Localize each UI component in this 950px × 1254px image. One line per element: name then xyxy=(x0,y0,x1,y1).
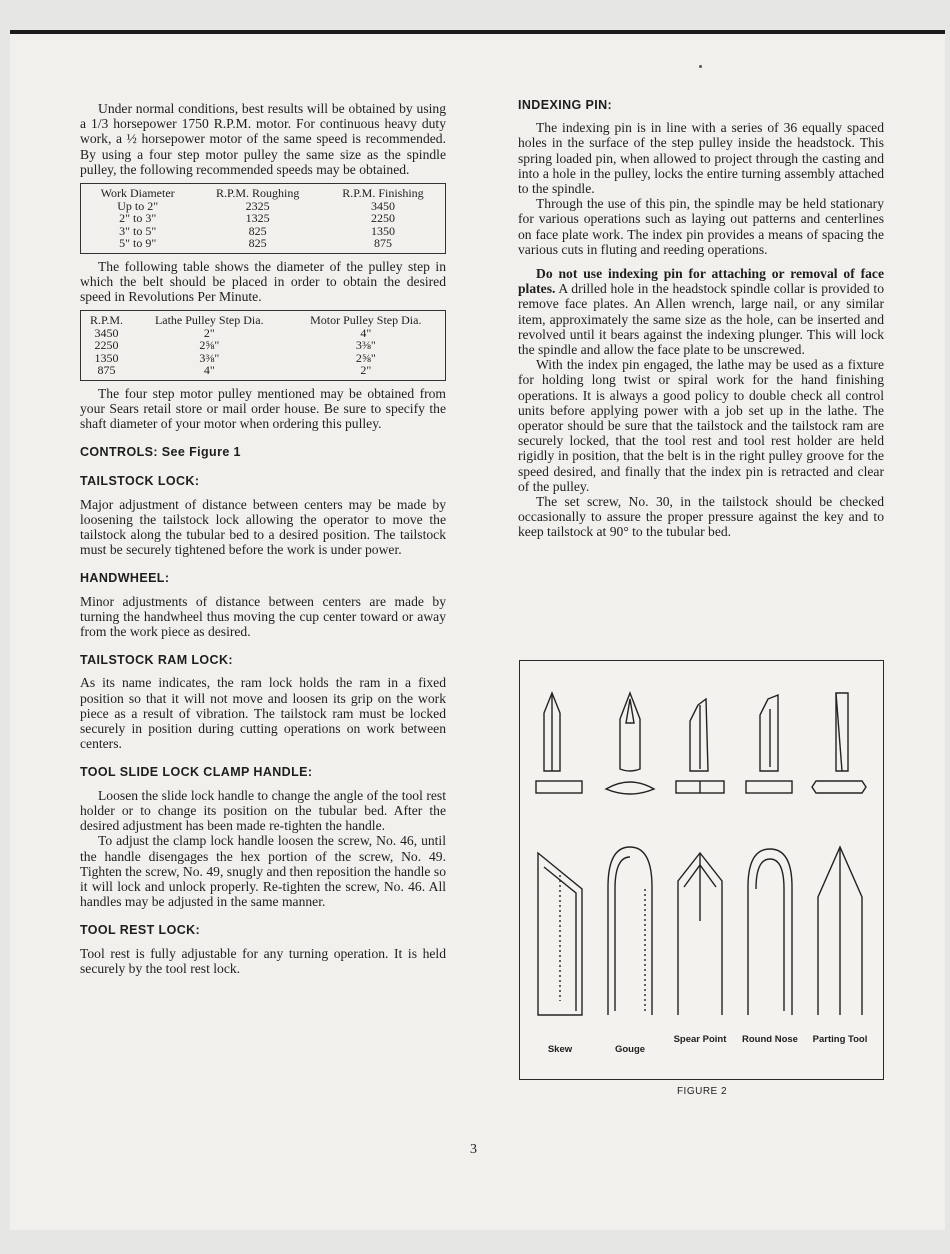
tool-slide-heading: TOOL SLIDE LOCK CLAMP HANDLE: xyxy=(80,765,313,780)
indexing-paragraph-5: The set screw, No. 30, in the tailstock should be checked occasionally to assure the proper pressure against the key and to keep tailstock at 90° to the tubular bed. xyxy=(518,494,884,540)
round-nose-blade-icon xyxy=(748,849,792,1015)
table-row xyxy=(81,212,446,225)
table-cell: 4" xyxy=(203,363,215,378)
tool-rest-lock-heading: TOOL REST LOCK: xyxy=(80,923,201,938)
table-cell: 875 xyxy=(97,363,116,378)
parting-tool-tip-icon xyxy=(836,693,848,771)
gouge-tip-icon xyxy=(620,693,640,771)
tool-slide-text: Loosen the slide lock handle to change the angle of the tool rest holder or to change its position on the tubular bed. After the desired adjustment has been made re-tighten the handle. xyxy=(80,787,446,834)
table-row xyxy=(81,364,446,380)
skew-section-icon xyxy=(536,781,582,793)
round-nose-section-icon xyxy=(746,781,792,793)
speck xyxy=(699,65,702,68)
figure-caption: FIGURE 2 xyxy=(676,1086,728,1097)
table-cell: Up to 2" xyxy=(117,198,159,213)
tailstock-lock-heading: TAILSTOCK LOCK: xyxy=(80,474,200,489)
table-row xyxy=(81,352,446,365)
table-cell: 825 xyxy=(248,223,267,238)
ram-lock-heading: TAILSTOCK RAM LOCK: xyxy=(80,653,233,668)
spear-point-section-icon xyxy=(676,781,724,793)
pulley-header: R.P.M. xyxy=(89,313,123,328)
table-cell: 3450 xyxy=(370,198,395,213)
paragraph-text: A drilled hole in the headstock spindle collar is provided to remove face plates. An Allen wrench, large nail, or any similar item, approximately the same size as the hole, can be inserted and revolved until it bears against the indexing plunger. This will lock the spindle and allow the face plate to be unscrewed. xyxy=(518,281,884,358)
table-cell: 2325 xyxy=(245,198,270,213)
tool-illustrations xyxy=(520,661,883,1079)
speed-table xyxy=(80,183,446,254)
table-cell: 3" to 5" xyxy=(119,223,157,238)
table-cell: 1350 xyxy=(370,223,395,238)
speed-header: Work Diameter xyxy=(100,186,175,201)
right-column xyxy=(518,98,884,540)
spear-point-label: Spear Point xyxy=(673,1034,727,1045)
skew-blade-icon xyxy=(538,853,582,1015)
table-cell: 1325 xyxy=(245,211,270,226)
table-row xyxy=(81,237,446,253)
top-border xyxy=(10,30,945,34)
speed-header: R.P.M. Finishing xyxy=(342,186,424,201)
tool-rest-lock-text: Tool rest is fully adjustable for any turning operation. It is held securely by the tool rest lock. xyxy=(80,945,446,976)
indexing-paragraph-4: With the index pin engaged, the lathe may be used as a fixture for holding long twist or spiral work for the hand finishing operations. It is always a good policy to double check all control units before applying power with a job set up in the lathe. The operator should be sure that the tailstock and the tailstock ram are securely locked, that the tool rest and tool rest holder are held rigidly in position, that the belt is in the right pulley groove for the speed desired, and finally that the index pin is retracted and clear of the pulley. xyxy=(518,357,884,494)
tool-slide-text-2: To adjust the clamp lock handle loosen the screw, No. 46, until the handle disengages the hex portion of the screw, No. 49. Tighten the screw, No. 49, snugly and then reposition the handle so it will lock and unlock properly. Re-tighten the screw, No. 46. All handles may be adjusted in the same manner. xyxy=(80,833,446,910)
skew-label: Skew xyxy=(547,1044,573,1055)
pulley-header: Motor Pulley Step Dia. xyxy=(310,313,422,328)
parting-section-icon xyxy=(812,781,866,793)
handwheel-text: Minor adjustments of distance between centers are made by turning the handwheel thus moving the cup center toward or away from the work piece as desired. xyxy=(80,593,446,640)
table-cell: 3⅜" xyxy=(355,338,376,353)
indexing-paragraph-3 xyxy=(518,266,884,357)
pulley-header: Lathe Pulley Step Dia. xyxy=(154,313,264,328)
table-cell: 4" xyxy=(360,325,372,340)
controls-heading: CONTROLS: See Figure 1 xyxy=(80,445,241,460)
tools-figure xyxy=(519,660,884,1080)
gouge-section-icon xyxy=(606,782,654,794)
handwheel-heading: HANDWHEEL: xyxy=(80,571,170,586)
table-row xyxy=(81,327,446,340)
left-column xyxy=(80,101,446,976)
skew-tip-icon xyxy=(544,693,560,771)
table-cell: 2⅝" xyxy=(355,350,376,365)
table-cell: 1350 xyxy=(94,350,119,365)
table-cell: 2250 xyxy=(94,338,119,353)
gouge-blade-icon xyxy=(608,847,652,1015)
table-cell: 2" xyxy=(203,325,215,340)
spear-point-blade-icon xyxy=(678,853,722,1015)
parting-tool-blade-icon xyxy=(818,847,862,1015)
following-paragraph: The following table shows the diameter of the pulley step in which the belt should be placed in order to obtain the desired speed in Revolutions Per Minute. xyxy=(80,258,446,304)
parting-tool-label: Parting Tool xyxy=(812,1034,868,1045)
four-step-paragraph: The four step motor pulley mentioned may be obtained from your Sears retail store or mail order house. Be sure to specify the shaft diameter of your motor when ordering this pulley. xyxy=(80,385,446,432)
ram-lock-text: As its name indicates, the ram lock holds the ram in a fixed position so that it will not move and loosen its grip on the work piece as a result of vibration. The tailstock ram must be locked securely in position during cutting operations on work between centers. xyxy=(80,675,446,752)
table-cell: 2" xyxy=(360,363,372,378)
table-cell: 2" to 3" xyxy=(119,211,157,226)
indexing-paragraph-1: The indexing pin is in line with a series of 36 equally spaced holes in the surface of the step pulley inside the headstock. This spring loaded pin, when allowed to project through the casting and into a hole in the pulley, locks the entire turning assembly attached to the spindle. xyxy=(518,120,884,197)
round-nose-tip-icon xyxy=(760,695,778,771)
indexing-paragraph-2: Through the use of this pin, the spindle may be held stationary for various operations such as laying out patterns and centerlines on face plate work. The index pin provides a means of spacing the various cuts in fluting and reeding operations. xyxy=(518,196,884,257)
table-row xyxy=(81,339,446,352)
speed-header: R.P.M. Roughing xyxy=(215,186,300,201)
table-cell: 3450 xyxy=(94,325,119,340)
table-cell: 825 xyxy=(248,236,267,251)
indexing-pin-heading: INDEXING PIN: xyxy=(518,98,613,112)
round-nose-label: Round Nose xyxy=(742,1034,798,1045)
spear-point-tip-icon xyxy=(690,699,708,771)
page-number: 3 xyxy=(470,1142,477,1157)
tailstock-lock-text: Major adjustment of distance between centers may be made by loosening the tailstock lock allowing the operator to move the tailstock along the tubular bed to a desired position. The tailstock must be securely tightened before the work is under power. xyxy=(80,496,446,558)
table-cell: 2250 xyxy=(370,211,395,226)
gouge-label: Gouge xyxy=(614,1044,646,1055)
table-cell: 875 xyxy=(373,236,392,251)
table-cell: 5" to 9" xyxy=(119,236,157,251)
warning-text: Do not use indexing pin for attaching or removal of face plates. xyxy=(518,266,884,297)
pulley-table xyxy=(80,310,446,381)
table-cell: 3⅜" xyxy=(199,350,220,365)
table-cell: 2⅝" xyxy=(199,338,220,353)
intro-paragraph: Under normal conditions, best results will be obtained by using a 1/3 horsepower 1750 R.P.M. motor. For continuous heavy duty work, a ½ horsepower motor of the same speed is recommended. By using a four step motor pulley the same size as the spindle pulley, the following recommended speeds may be obtained. xyxy=(80,101,446,177)
